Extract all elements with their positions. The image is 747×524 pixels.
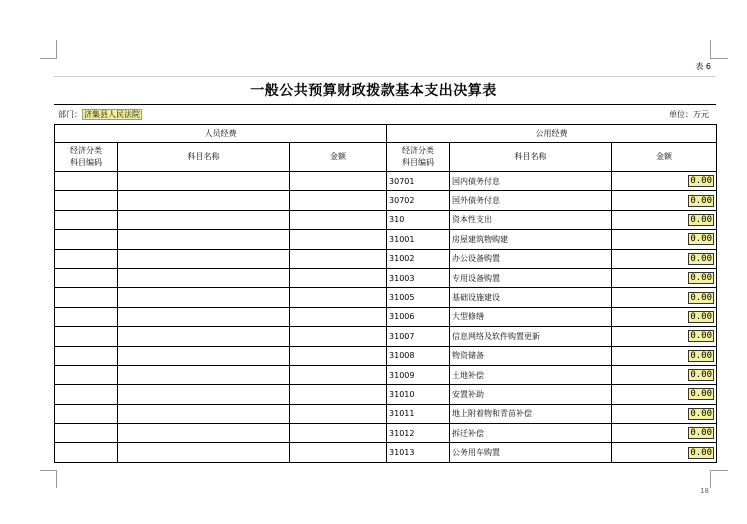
code-cell: 31007 [387,327,450,346]
personnel-code-cell [55,268,118,287]
amount-value[interactable]: 0.00 [690,234,713,245]
expense-table [54,124,717,463]
code-cell: 31005 [387,288,450,307]
code-cell: 31012 [387,424,450,443]
amount-value[interactable]: 0.00 [690,331,713,342]
table-row [55,191,717,210]
table-row [55,288,717,307]
table-row [55,249,717,268]
table-row [55,268,717,287]
col-code-header: 经济分类 科目编码 [55,143,118,172]
page-title: 一般公共预算财政拨款基本支出决算表 [250,83,497,99]
code-cell: 31003 [387,268,450,287]
personnel-amount-cell [290,424,387,443]
personnel-name-cell [118,346,290,365]
name-cell: 物资储备 [450,346,612,365]
amount-cell [612,307,717,326]
amount-cell [612,424,717,443]
personnel-name-cell [118,404,290,423]
table-row [55,365,717,384]
name-cell: 基础设施建设 [450,288,612,307]
code-cell: 31013 [387,443,450,462]
amount-cell [612,210,717,229]
personnel-name-cell [118,268,290,287]
crop-mark [710,470,728,471]
table-group-header [55,125,717,143]
personnel-amount-cell [290,307,387,326]
amount-cell [612,443,717,462]
table-row [55,327,717,346]
department-value[interactable]: 济集县人民法院 [84,110,140,119]
personnel-code-cell [55,210,118,229]
personnel-name-cell [118,191,290,210]
personnel-name-cell [118,443,290,462]
amount-value[interactable]: 0.00 [690,389,713,400]
table-row [55,307,717,326]
code-cell: 31002 [387,249,450,268]
amount-cell [612,288,717,307]
personnel-amount-cell [290,172,387,191]
table-row [55,443,717,462]
personnel-amount-cell [290,365,387,384]
crop-mark [56,470,57,488]
amount-cell [612,365,717,384]
name-cell: 国内债务付息 [450,172,612,191]
table-row [55,172,717,191]
personnel-name-cell [118,249,290,268]
personnel-name-cell [118,230,290,249]
amount-value[interactable]: 0.00 [690,176,713,187]
personnel-amount-cell [290,346,387,365]
name-cell: 信息网络及软件购置更新 [450,327,612,346]
amount-cell [612,404,717,423]
personnel-code-cell [55,365,118,384]
personnel-code-cell [55,404,118,423]
personnel-amount-cell [290,191,387,210]
table-row [55,424,717,443]
amount-cell [612,327,717,346]
crop-mark [710,58,728,59]
amount-cell [612,172,717,191]
name-cell: 地上附着物和青苗补偿 [450,404,612,423]
amount-value[interactable]: 0.00 [690,350,713,361]
personnel-code-cell [55,346,118,365]
personnel-code-cell [55,385,118,404]
table-column-header [55,143,717,172]
personnel-code-cell [55,230,118,249]
crop-mark [710,40,711,58]
personnel-amount-cell [290,249,387,268]
amount-value[interactable]: 0.00 [690,370,713,381]
code-cell: 31006 [387,307,450,326]
name-cell: 专用设备购置 [450,268,612,287]
personnel-name-cell [118,307,290,326]
table-row [55,346,717,365]
name-cell: 资本性支出 [450,210,612,229]
col-code-header: 经济分类 科目编码 [387,143,450,172]
amount-cell [612,268,717,287]
group-public-header: 公用经费 [387,125,717,143]
crop-mark [40,58,57,59]
department-line [58,109,142,120]
table-row [55,385,717,404]
code-cell: 310 [387,210,450,229]
amount-cell [612,230,717,249]
personnel-amount-cell [290,268,387,287]
personnel-code-cell [55,191,118,210]
amount-cell [612,346,717,365]
personnel-name-cell [118,327,290,346]
page-number: 18 [700,487,709,495]
crop-mark [710,470,711,488]
personnel-code-cell [55,424,118,443]
name-cell: 房屋建筑物购建 [450,230,612,249]
name-cell: 土地补偿 [450,365,612,384]
amount-value[interactable]: 0.00 [690,253,713,264]
table-row [55,210,717,229]
col-amount-header: 金额 [612,143,717,172]
personnel-amount-cell [290,288,387,307]
personnel-amount-cell [290,443,387,462]
code-cell: 31009 [387,365,450,384]
personnel-name-cell [118,385,290,404]
table-row [55,230,717,249]
personnel-amount-cell [290,327,387,346]
rule-line [54,76,716,77]
personnel-name-cell [118,288,290,307]
name-cell: 公务用车购置 [450,443,612,462]
personnel-code-cell [55,172,118,191]
code-cell: 31010 [387,385,450,404]
amount-value[interactable]: 0.00 [690,214,713,225]
amount-cell [612,191,717,210]
personnel-name-cell [118,424,290,443]
personnel-name-cell [118,210,290,229]
code-cell: 31011 [387,404,450,423]
col-amount-header: 金额 [290,143,387,172]
amount-value[interactable]: 0.00 [690,195,713,206]
amount-value[interactable]: 0.00 [690,273,713,284]
code-cell: 31001 [387,230,450,249]
personnel-amount-cell [290,230,387,249]
crop-mark [40,470,57,471]
sheet-number: 表 6 [695,62,711,71]
code-cell: 30701 [387,172,450,191]
name-cell: 拆迁补偿 [450,424,612,443]
code-cell: 30702 [387,191,450,210]
col-name-header: 科目名称 [450,143,612,172]
personnel-code-cell [55,327,118,346]
amount-value[interactable]: 0.00 [690,447,713,458]
personnel-code-cell [55,443,118,462]
name-cell: 安置补助 [450,385,612,404]
name-cell: 国外债务付息 [450,191,612,210]
unit-label: 单位：万元 [669,110,709,119]
amount-cell [612,249,717,268]
name-cell: 大型修缮 [450,307,612,326]
rule-line [54,104,716,105]
crop-mark [56,40,57,58]
amount-value[interactable]: 0.00 [690,311,713,322]
amount-value[interactable]: 0.00 [690,428,713,439]
personnel-amount-cell [290,210,387,229]
amount-value[interactable]: 0.00 [690,408,713,419]
personnel-amount-cell [290,385,387,404]
personnel-amount-cell [290,404,387,423]
personnel-code-cell [55,307,118,326]
personnel-code-cell [55,288,118,307]
amount-value[interactable]: 0.00 [690,292,713,303]
department-label: 部门： [58,110,82,119]
personnel-name-cell [118,365,290,384]
personnel-code-cell [55,249,118,268]
amount-cell [612,385,717,404]
name-cell: 办公设备购置 [450,249,612,268]
group-personnel-header: 人员经费 [55,125,387,143]
col-name-header: 科目名称 [118,143,290,172]
personnel-name-cell [118,172,290,191]
code-cell: 31008 [387,346,450,365]
table-row [55,404,717,423]
